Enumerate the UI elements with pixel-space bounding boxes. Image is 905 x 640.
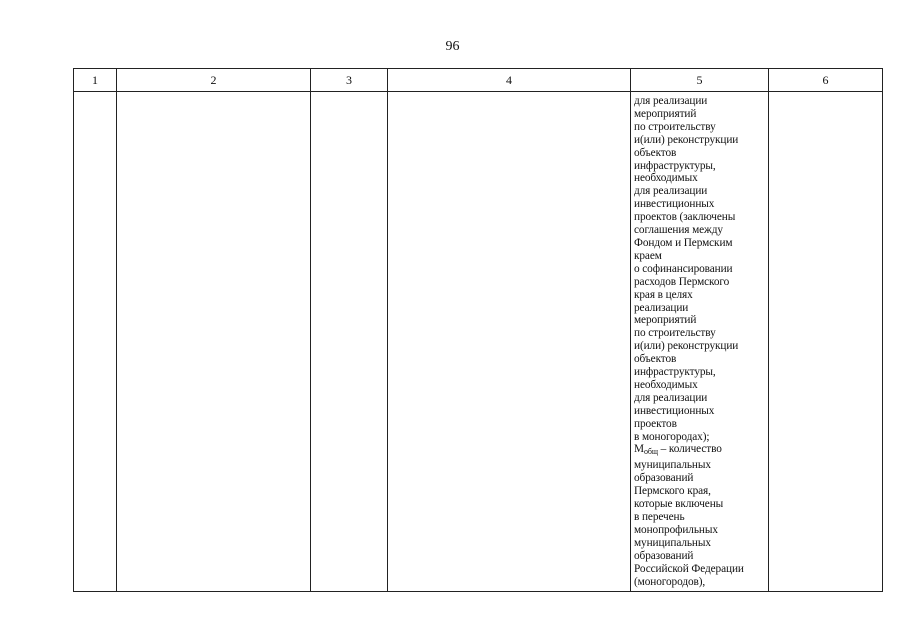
column-header-3: 3 [311,69,388,92]
cell-col-5 [631,92,769,592]
formula-subscript: общ [643,447,658,457]
cell-col-5-text [631,92,768,588]
column-header-4: 4 [388,69,631,92]
document-table [73,68,883,592]
table-row [74,92,883,592]
column-header-5: 5 [631,69,769,92]
cell-col-3 [311,92,388,592]
formula-description-part1: для реализации мероприятий по строительству и(или) реконструкции объектов инфраструктуры, необходимых для реализации инвестиционных проектов (заключены соглашения между Фондом и Пермским краем о софинансировании расходов Пермского края в целях реализации мероприятий по строительству и(или) реконструкции объектов инфраструктуры, необходимых для реализации инвестиционных проектов в моногородах); [634,95,739,443]
page-number: 96 [445,39,460,54]
table-header-row [74,69,883,92]
column-header-6: 6 [769,69,883,92]
formula-symbol: М [634,443,644,456]
cell-col-1 [74,92,117,592]
cell-col-6 [769,92,883,592]
column-header-2: 2 [117,69,311,92]
column-header-1: 1 [74,69,117,92]
cell-col-4 [388,92,631,592]
cell-col-2 [117,92,311,592]
formula-description-part2: – количество муниципальных образований Пермского края, которые включены в перечень монопрофильных муниципальных образований Российской Федерации (моногородов), [634,443,744,588]
